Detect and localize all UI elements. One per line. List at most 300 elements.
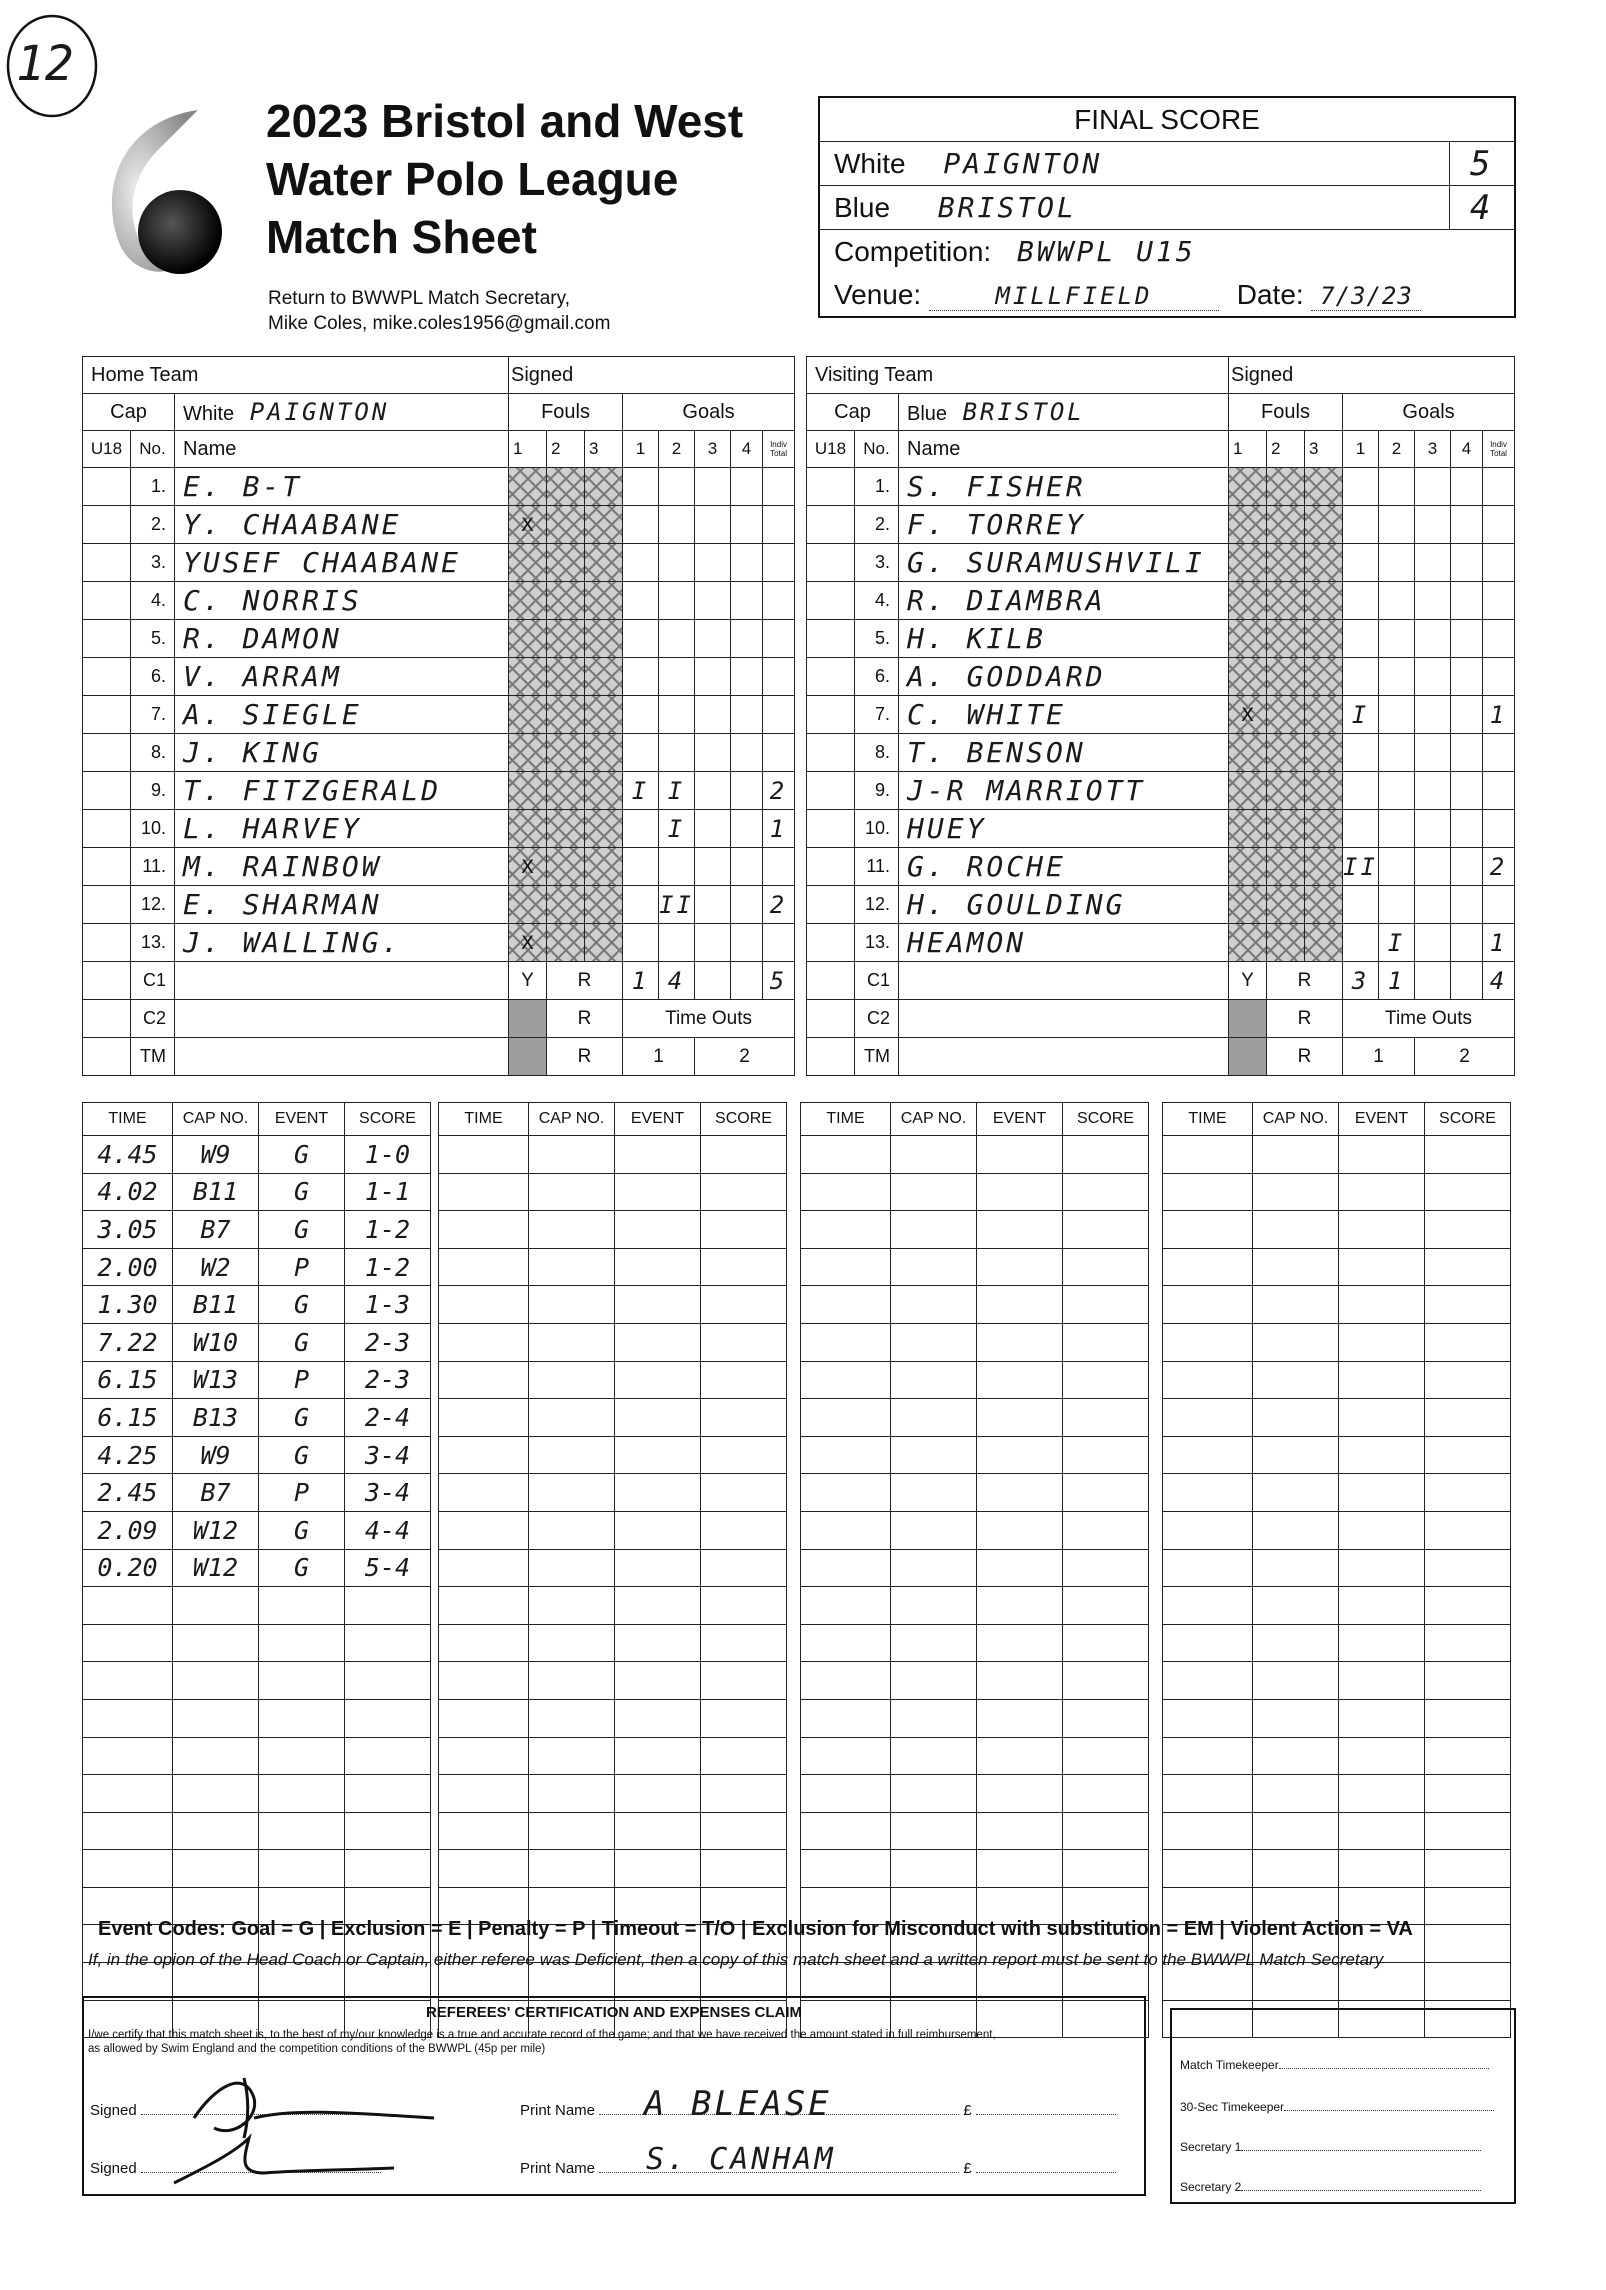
visiting-u18-cell[interactable] <box>807 924 855 962</box>
home-c1-goals-q2[interactable]: 4 <box>659 962 695 1000</box>
visiting-foul-2[interactable] <box>1267 468 1305 506</box>
home-u18-cell[interactable] <box>83 620 131 658</box>
log-score-cell[interactable] <box>1425 1850 1511 1888</box>
home-foul-3[interactable] <box>585 886 623 924</box>
log-score-cell[interactable] <box>1425 1587 1511 1625</box>
log-cap-cell[interactable] <box>891 1474 977 1512</box>
home-player-name[interactable]: J. KING <box>175 734 509 772</box>
visiting-goals-q2[interactable] <box>1379 734 1415 772</box>
home-u18-cell[interactable] <box>83 810 131 848</box>
home-u18-cell[interactable] <box>83 658 131 696</box>
home-player-name[interactable]: R. DAMON <box>175 620 509 658</box>
log-score-cell[interactable] <box>1425 1662 1511 1700</box>
log-event-cell[interactable] <box>1339 1173 1425 1211</box>
log-time-cell[interactable] <box>801 1436 891 1474</box>
log-event-cell[interactable] <box>615 1248 701 1286</box>
visiting-goals-q1[interactable] <box>1343 734 1379 772</box>
log-score-cell[interactable] <box>1063 1361 1149 1399</box>
log-event-cell[interactable] <box>615 1361 701 1399</box>
log-cap-cell[interactable] <box>891 1399 977 1437</box>
log-event-cell[interactable]: G <box>259 1323 345 1361</box>
home-c1-total[interactable]: 5 <box>763 962 795 1000</box>
visiting-foul-1[interactable] <box>1229 886 1267 924</box>
visiting-c1-goals-q2[interactable]: 1 <box>1379 962 1415 1000</box>
home-u18-cell[interactable] <box>83 848 131 886</box>
log-cap-cell[interactable] <box>891 1361 977 1399</box>
secretary-1-field[interactable] <box>1241 2150 1481 2151</box>
log-cap-cell[interactable] <box>529 1511 615 1549</box>
home-foul-3[interactable] <box>585 582 623 620</box>
log-event-cell[interactable] <box>259 1737 345 1775</box>
home-goals-q3[interactable] <box>695 582 731 620</box>
visiting-foul-2[interactable] <box>1267 734 1305 772</box>
home-goals-q1[interactable] <box>623 848 659 886</box>
log-time-cell[interactable] <box>439 1361 529 1399</box>
print-name-2[interactable]: S. CANHAM <box>646 2142 836 2177</box>
secretary-2-field[interactable] <box>1241 2190 1481 2191</box>
home-c1-goals-q1[interactable]: 1 <box>623 962 659 1000</box>
home-goals-q3[interactable] <box>695 544 731 582</box>
log-cap-cell[interactable] <box>1253 1775 1339 1813</box>
home-foul-2[interactable] <box>547 924 585 962</box>
home-foul-3[interactable] <box>585 772 623 810</box>
visiting-indiv-total[interactable] <box>1483 772 1515 810</box>
home-goals-q4[interactable] <box>731 772 763 810</box>
visiting-goals-q4[interactable] <box>1451 544 1483 582</box>
visiting-goals-q2[interactable] <box>1379 658 1415 696</box>
home-foul-1[interactable] <box>509 582 547 620</box>
home-goals-q1[interactable] <box>623 924 659 962</box>
log-time-cell[interactable] <box>801 1323 891 1361</box>
log-time-cell[interactable] <box>1163 1436 1253 1474</box>
visiting-goals-q4[interactable] <box>1451 658 1483 696</box>
log-event-cell[interactable] <box>977 1511 1063 1549</box>
log-cap-cell[interactable] <box>173 1737 259 1775</box>
log-score-cell[interactable] <box>701 1173 787 1211</box>
home-goals-q4[interactable] <box>731 544 763 582</box>
visiting-foul-1[interactable] <box>1229 658 1267 696</box>
visiting-indiv-total[interactable] <box>1483 620 1515 658</box>
log-score-cell[interactable] <box>701 1624 787 1662</box>
home-goals-q1[interactable]: I <box>623 772 659 810</box>
log-time-cell[interactable] <box>83 1812 173 1850</box>
visiting-foul-1[interactable] <box>1229 810 1267 848</box>
log-cap-cell[interactable] <box>173 1812 259 1850</box>
visiting-goals-q3[interactable] <box>1415 506 1451 544</box>
blue-team-name[interactable]: BRISTOL <box>937 191 1077 224</box>
home-foul-1[interactable]: X <box>509 506 547 544</box>
log-event-cell[interactable] <box>259 1775 345 1813</box>
log-event-cell[interactable] <box>615 1587 701 1625</box>
log-time-cell[interactable] <box>439 1662 529 1700</box>
visiting-goals-q3[interactable] <box>1415 734 1451 772</box>
visiting-goals-q2[interactable]: I <box>1379 924 1415 962</box>
log-event-cell[interactable] <box>615 1436 701 1474</box>
log-time-cell[interactable] <box>801 1361 891 1399</box>
visiting-foul-3[interactable] <box>1305 506 1343 544</box>
home-goals-q3[interactable] <box>695 658 731 696</box>
home-player-name[interactable]: V. ARRAM <box>175 658 509 696</box>
visiting-foul-1[interactable] <box>1229 772 1267 810</box>
visiting-indiv-total[interactable] <box>1483 468 1515 506</box>
visiting-foul-2[interactable] <box>1267 620 1305 658</box>
visiting-player-name[interactable]: R. DIAMBRA <box>899 582 1229 620</box>
visiting-foul-2[interactable] <box>1267 810 1305 848</box>
log-cap-cell[interactable] <box>173 1850 259 1888</box>
log-score-cell[interactable]: 2-4 <box>345 1399 431 1437</box>
venue-value[interactable]: MILLFIELD <box>929 282 1219 311</box>
visiting-goals-q1[interactable] <box>1343 772 1379 810</box>
visiting-goals-q3[interactable] <box>1415 772 1451 810</box>
log-time-cell[interactable] <box>439 1511 529 1549</box>
log-cap-cell[interactable]: W12 <box>173 1511 259 1549</box>
log-cap-cell[interactable] <box>1253 1624 1339 1662</box>
log-score-cell[interactable] <box>1425 1624 1511 1662</box>
home-player-name[interactable]: A. SIEGLE <box>175 696 509 734</box>
log-cap-cell[interactable] <box>891 1436 977 1474</box>
log-event-cell[interactable] <box>1339 1474 1425 1512</box>
log-cap-cell[interactable] <box>1253 1812 1339 1850</box>
log-cap-cell[interactable]: W2 <box>173 1248 259 1286</box>
home-goals-q2[interactable] <box>659 468 695 506</box>
log-cap-cell[interactable] <box>1253 1248 1339 1286</box>
home-goals-q2[interactable] <box>659 658 695 696</box>
home-goals-q4[interactable] <box>731 848 763 886</box>
date-value[interactable]: 7/3/23 <box>1311 282 1421 311</box>
visiting-player-name[interactable]: HUEY <box>899 810 1229 848</box>
home-goals-q2[interactable] <box>659 696 695 734</box>
home-u18-cell[interactable] <box>83 468 131 506</box>
home-foul-3[interactable] <box>585 924 623 962</box>
home-foul-3[interactable] <box>585 734 623 772</box>
visiting-goals-q4[interactable] <box>1451 772 1483 810</box>
log-score-cell[interactable] <box>1063 1436 1149 1474</box>
log-cap-cell[interactable] <box>529 1662 615 1700</box>
log-time-cell[interactable] <box>439 1136 529 1174</box>
log-time-cell[interactable] <box>439 1399 529 1437</box>
log-score-cell[interactable] <box>701 1436 787 1474</box>
log-score-cell[interactable] <box>1063 1136 1149 1174</box>
home-foul-1[interactable] <box>509 620 547 658</box>
log-score-cell[interactable] <box>1063 1850 1149 1888</box>
log-score-cell[interactable] <box>1063 1474 1149 1512</box>
log-cap-cell[interactable] <box>173 1775 259 1813</box>
log-time-cell[interactable]: 6.15 <box>83 1361 173 1399</box>
log-score-cell[interactable] <box>701 1549 787 1587</box>
home-goals-q2[interactable] <box>659 924 695 962</box>
visiting-goals-q4[interactable] <box>1451 620 1483 658</box>
home-player-name[interactable]: M. RAINBOW <box>175 848 509 886</box>
visiting-foul-3[interactable] <box>1305 696 1343 734</box>
home-indiv-total[interactable] <box>763 658 795 696</box>
home-goals-q1[interactable] <box>623 696 659 734</box>
log-event-cell[interactable] <box>615 1662 701 1700</box>
visiting-foul-1[interactable]: X <box>1229 696 1267 734</box>
log-cap-cell[interactable] <box>891 1511 977 1549</box>
log-cap-cell[interactable] <box>529 1136 615 1174</box>
log-cap-cell[interactable] <box>1253 1549 1339 1587</box>
log-score-cell[interactable] <box>1425 1436 1511 1474</box>
home-player-name[interactable]: L. HARVEY <box>175 810 509 848</box>
log-time-cell[interactable] <box>83 1699 173 1737</box>
log-score-cell[interactable] <box>1425 1699 1511 1737</box>
log-event-cell[interactable] <box>615 1624 701 1662</box>
log-cap-cell[interactable] <box>529 1323 615 1361</box>
log-time-cell[interactable] <box>439 1587 529 1625</box>
visiting-foul-3[interactable] <box>1305 924 1343 962</box>
log-event-cell[interactable] <box>977 1474 1063 1512</box>
log-score-cell[interactable] <box>1063 1399 1149 1437</box>
home-foul-2[interactable] <box>547 468 585 506</box>
visiting-goals-q4[interactable] <box>1451 582 1483 620</box>
log-cap-cell[interactable]: W9 <box>173 1436 259 1474</box>
visiting-foul-3[interactable] <box>1305 734 1343 772</box>
log-score-cell[interactable] <box>1425 1549 1511 1587</box>
visiting-player-name[interactable]: HEAMON <box>899 924 1229 962</box>
log-cap-cell[interactable] <box>1253 1511 1339 1549</box>
log-event-cell[interactable]: G <box>259 1399 345 1437</box>
home-foul-2[interactable] <box>547 620 585 658</box>
log-time-cell[interactable] <box>83 1624 173 1662</box>
home-foul-2[interactable] <box>547 696 585 734</box>
log-score-cell[interactable] <box>345 1737 431 1775</box>
log-time-cell[interactable] <box>1163 1399 1253 1437</box>
home-goals-q1[interactable] <box>623 620 659 658</box>
log-event-cell[interactable] <box>259 1587 345 1625</box>
home-u18-cell[interactable] <box>83 506 131 544</box>
log-score-cell[interactable] <box>1425 1361 1511 1399</box>
visiting-goals-q1[interactable]: II <box>1343 848 1379 886</box>
log-score-cell[interactable] <box>701 1775 787 1813</box>
visiting-player-name[interactable]: S. FISHER <box>899 468 1229 506</box>
log-cap-cell[interactable] <box>173 1699 259 1737</box>
log-time-cell[interactable] <box>439 1474 529 1512</box>
log-cap-cell[interactable] <box>891 1323 977 1361</box>
visiting-foul-2[interactable] <box>1267 696 1305 734</box>
visiting-indiv-total[interactable] <box>1483 810 1515 848</box>
visiting-goals-q2[interactable] <box>1379 544 1415 582</box>
log-score-cell[interactable] <box>1425 1136 1511 1174</box>
log-score-cell[interactable] <box>1063 1662 1149 1700</box>
visiting-foul-1[interactable] <box>1229 620 1267 658</box>
home-goals-q3[interactable] <box>695 506 731 544</box>
log-time-cell[interactable]: 4.25 <box>83 1436 173 1474</box>
home-goals-q3[interactable] <box>695 848 731 886</box>
log-time-cell[interactable] <box>801 1775 891 1813</box>
visiting-goals-q2[interactable] <box>1379 848 1415 886</box>
log-score-cell[interactable] <box>701 1737 787 1775</box>
log-event-cell[interactable] <box>1339 1399 1425 1437</box>
log-event-cell[interactable] <box>977 1248 1063 1286</box>
log-cap-cell[interactable] <box>529 1361 615 1399</box>
log-cap-cell[interactable] <box>891 1173 977 1211</box>
log-score-cell[interactable] <box>1425 1925 1511 1963</box>
home-foul-1[interactable] <box>509 696 547 734</box>
log-cap-cell[interactable] <box>891 1850 977 1888</box>
home-foul-2[interactable] <box>547 658 585 696</box>
home-foul-1[interactable] <box>509 468 547 506</box>
log-cap-cell[interactable] <box>1253 1699 1339 1737</box>
log-event-cell[interactable] <box>977 1812 1063 1850</box>
visiting-goals-q4[interactable] <box>1451 734 1483 772</box>
log-cap-cell[interactable] <box>891 1737 977 1775</box>
visiting-u18-cell[interactable] <box>807 658 855 696</box>
visiting-foul-1[interactable] <box>1229 506 1267 544</box>
home-goals-q2[interactable]: II <box>659 886 695 924</box>
visiting-goals-q4[interactable] <box>1451 924 1483 962</box>
log-time-cell[interactable] <box>439 1436 529 1474</box>
log-cap-cell[interactable] <box>529 1737 615 1775</box>
log-score-cell[interactable] <box>1063 1699 1149 1737</box>
log-event-cell[interactable] <box>977 1286 1063 1324</box>
log-cap-cell[interactable]: B11 <box>173 1173 259 1211</box>
log-event-cell[interactable] <box>1339 1323 1425 1361</box>
log-event-cell[interactable] <box>977 1662 1063 1700</box>
home-foul-3[interactable] <box>585 658 623 696</box>
log-cap-cell[interactable] <box>1253 1662 1339 1700</box>
home-goals-q4[interactable] <box>731 620 763 658</box>
home-indiv-total[interactable] <box>763 468 795 506</box>
log-cap-cell[interactable] <box>529 1436 615 1474</box>
log-time-cell[interactable] <box>801 1248 891 1286</box>
log-time-cell[interactable]: 2.09 <box>83 1511 173 1549</box>
log-cap-cell[interactable]: W10 <box>173 1323 259 1361</box>
log-event-cell[interactable] <box>1339 1587 1425 1625</box>
log-time-cell[interactable] <box>439 1211 529 1249</box>
log-cap-cell[interactable] <box>529 1775 615 1813</box>
log-event-cell[interactable] <box>1339 1286 1425 1324</box>
visiting-team-name[interactable]: BRISTOL <box>962 398 1085 426</box>
log-event-cell[interactable] <box>977 1361 1063 1399</box>
log-event-cell[interactable] <box>1339 1624 1425 1662</box>
visiting-foul-3[interactable] <box>1305 886 1343 924</box>
visiting-goals-q4[interactable] <box>1451 696 1483 734</box>
visiting-u18-cell[interactable] <box>807 848 855 886</box>
log-event-cell[interactable] <box>1339 1662 1425 1700</box>
home-goals-q2[interactable] <box>659 734 695 772</box>
blue-score[interactable]: 4 <box>1449 186 1515 230</box>
log-score-cell[interactable] <box>701 1587 787 1625</box>
home-foul-2[interactable] <box>547 810 585 848</box>
log-cap-cell[interactable]: B11 <box>173 1286 259 1324</box>
log-time-cell[interactable] <box>1163 1737 1253 1775</box>
visiting-goals-q4[interactable] <box>1451 886 1483 924</box>
visiting-u18-cell[interactable] <box>807 468 855 506</box>
log-score-cell[interactable]: 1-0 <box>345 1136 431 1174</box>
log-time-cell[interactable] <box>801 1549 891 1587</box>
visiting-goals-q2[interactable] <box>1379 620 1415 658</box>
log-score-cell[interactable] <box>701 1474 787 1512</box>
log-event-cell[interactable] <box>615 1286 701 1324</box>
match-timekeeper-field[interactable] <box>1279 2068 1489 2069</box>
log-event-cell[interactable]: G <box>259 1286 345 1324</box>
log-score-cell[interactable] <box>1425 1399 1511 1437</box>
visiting-goals-q3[interactable] <box>1415 924 1451 962</box>
visiting-u18-cell[interactable] <box>807 506 855 544</box>
log-event-cell[interactable] <box>615 1737 701 1775</box>
home-goals-q3[interactable] <box>695 886 731 924</box>
expense-2[interactable] <box>976 2172 1116 2173</box>
log-cap-cell[interactable] <box>891 1587 977 1625</box>
home-goals-q1[interactable] <box>623 658 659 696</box>
home-indiv-total[interactable] <box>763 848 795 886</box>
log-time-cell[interactable] <box>1163 1286 1253 1324</box>
log-cap-cell[interactable] <box>529 1850 615 1888</box>
visiting-goals-q1[interactable] <box>1343 582 1379 620</box>
visiting-goals-q4[interactable] <box>1451 506 1483 544</box>
log-cap-cell[interactable] <box>173 1624 259 1662</box>
log-event-cell[interactable] <box>977 1436 1063 1474</box>
log-time-cell[interactable] <box>1163 1624 1253 1662</box>
home-goals-q3[interactable] <box>695 772 731 810</box>
log-time-cell[interactable] <box>801 1511 891 1549</box>
white-score[interactable]: 5 <box>1449 142 1515 186</box>
visiting-goals-q1[interactable] <box>1343 810 1379 848</box>
log-score-cell[interactable] <box>345 1812 431 1850</box>
log-event-cell[interactable] <box>615 1850 701 1888</box>
log-time-cell[interactable] <box>801 1286 891 1324</box>
visiting-indiv-total[interactable] <box>1483 658 1515 696</box>
home-goals-q2[interactable] <box>659 506 695 544</box>
log-time-cell[interactable] <box>439 1812 529 1850</box>
log-time-cell[interactable] <box>1163 1136 1253 1174</box>
log-score-cell[interactable] <box>1063 1624 1149 1662</box>
log-time-cell[interactable] <box>439 1850 529 1888</box>
visiting-u18-cell[interactable] <box>807 772 855 810</box>
log-score-cell[interactable] <box>1063 1173 1149 1211</box>
white-team-name[interactable]: PAIGNTON <box>943 147 1103 180</box>
log-cap-cell[interactable] <box>1253 1587 1339 1625</box>
home-player-name[interactable]: E. B-T <box>175 468 509 506</box>
home-player-name[interactable]: J. WALLING. <box>175 924 509 962</box>
visiting-goals-q1[interactable] <box>1343 620 1379 658</box>
visiting-goals-q3[interactable] <box>1415 468 1451 506</box>
visiting-u18-cell[interactable] <box>807 620 855 658</box>
home-goals-q1[interactable] <box>623 506 659 544</box>
log-score-cell[interactable] <box>1425 1173 1511 1211</box>
log-time-cell[interactable] <box>439 1737 529 1775</box>
log-time-cell[interactable] <box>1163 1775 1253 1813</box>
log-score-cell[interactable]: 1-2 <box>345 1211 431 1249</box>
visiting-goals-q4[interactable] <box>1451 810 1483 848</box>
visiting-foul-2[interactable] <box>1267 658 1305 696</box>
visiting-foul-2[interactable] <box>1267 544 1305 582</box>
log-score-cell[interactable] <box>1425 1511 1511 1549</box>
visiting-foul-2[interactable] <box>1267 506 1305 544</box>
log-score-cell[interactable] <box>701 1850 787 1888</box>
log-time-cell[interactable]: 7.22 <box>83 1323 173 1361</box>
visiting-player-name[interactable]: H. GOULDING <box>899 886 1229 924</box>
visiting-player-name[interactable]: T. BENSON <box>899 734 1229 772</box>
log-event-cell[interactable] <box>259 1699 345 1737</box>
visiting-foul-1[interactable] <box>1229 544 1267 582</box>
log-score-cell[interactable] <box>1425 1775 1511 1813</box>
visiting-player-name[interactable]: J-R MARRIOTT <box>899 772 1229 810</box>
home-goals-q4[interactable] <box>731 582 763 620</box>
home-u18-cell[interactable] <box>83 544 131 582</box>
visiting-foul-3[interactable] <box>1305 620 1343 658</box>
log-cap-cell[interactable] <box>529 1549 615 1587</box>
log-event-cell[interactable] <box>977 1136 1063 1174</box>
log-cap-cell[interactable] <box>1253 1737 1339 1775</box>
log-time-cell[interactable] <box>801 1624 891 1662</box>
visiting-player-name[interactable]: A. GODDARD <box>899 658 1229 696</box>
log-score-cell[interactable] <box>1063 1248 1149 1286</box>
home-foul-1[interactable] <box>509 810 547 848</box>
log-event-cell[interactable]: G <box>259 1549 345 1587</box>
log-score-cell[interactable] <box>701 1136 787 1174</box>
log-time-cell[interactable]: 6.15 <box>83 1399 173 1437</box>
